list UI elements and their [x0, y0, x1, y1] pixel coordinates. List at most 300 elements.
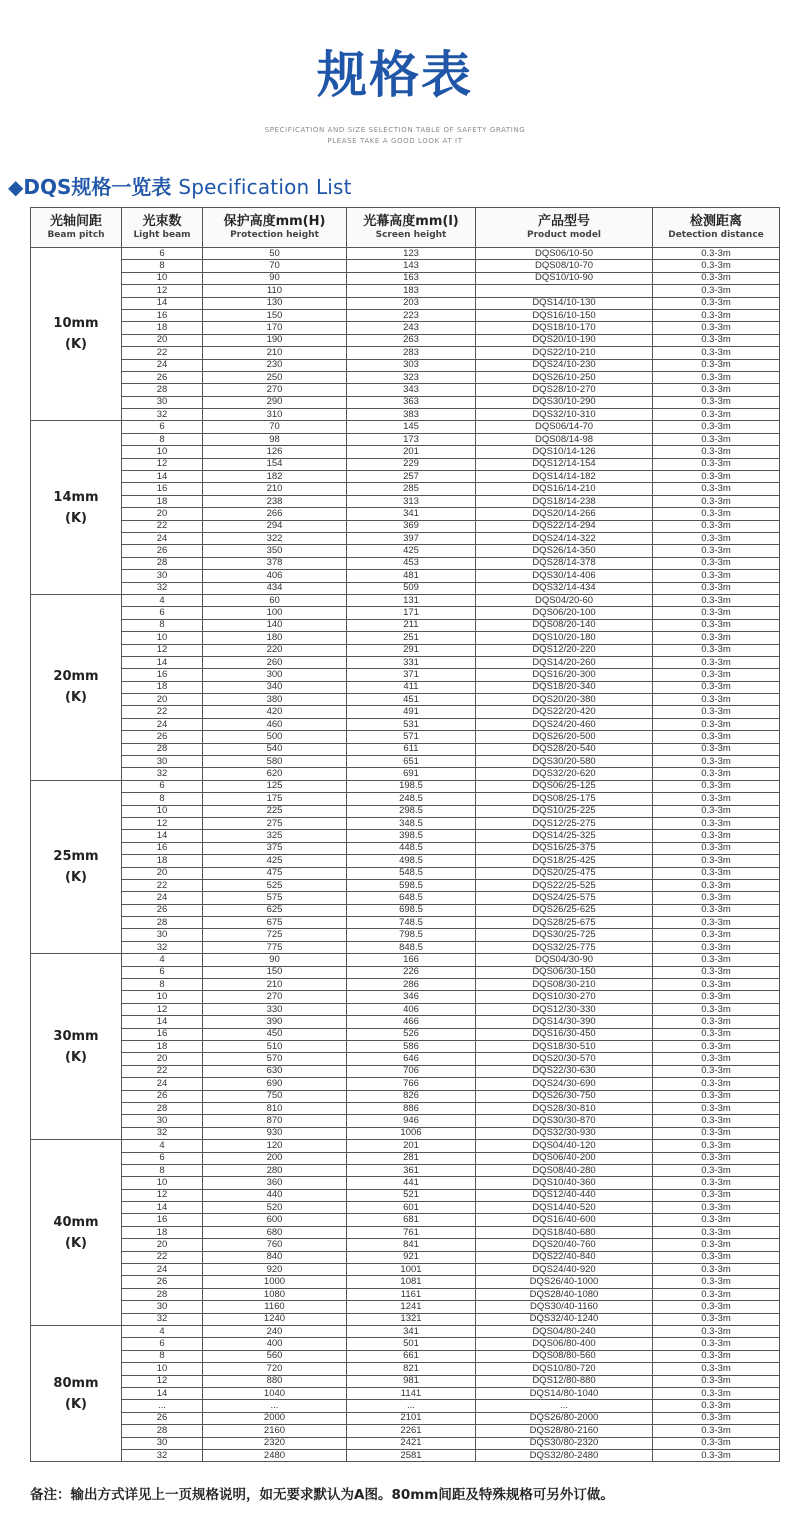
- header-beam-pitch: 光轴间距 Beam pitch: [31, 208, 122, 248]
- product-model-cell: DQS06/20-100: [476, 607, 653, 619]
- light-beam-cell: 8: [122, 619, 203, 631]
- beam-pitch-suffix: (K): [65, 510, 87, 526]
- beam-pitch-cell: [31, 1140, 122, 1326]
- protection-height-cell: 420: [203, 706, 347, 718]
- product-model-cell: DQS08/30-210: [476, 979, 653, 991]
- table-row: [31, 1363, 780, 1375]
- page-subtitle-line2: PLEASE TAKE A GOOD LOOK AT IT: [327, 137, 463, 145]
- screen-height-cell: 346: [347, 991, 476, 1003]
- screen-height-cell: 691: [347, 768, 476, 780]
- table-row: [31, 1202, 780, 1214]
- detection-distance-cell: 0.3-3m: [653, 1177, 780, 1189]
- detection-distance-cell: 0.3-3m: [653, 458, 780, 470]
- protection-height-cell: 154: [203, 458, 347, 470]
- screen-height-cell: 248.5: [347, 793, 476, 805]
- section-title-zh: DQS规格一览表: [23, 175, 172, 199]
- detection-distance-cell: 0.3-3m: [653, 991, 780, 1003]
- detection-distance-cell: 0.3-3m: [653, 1400, 780, 1412]
- table-row: [31, 1065, 780, 1077]
- protection-height-cell: 525: [203, 879, 347, 891]
- protection-height-cell: 270: [203, 384, 347, 396]
- screen-height-cell: 1321: [347, 1313, 476, 1325]
- detection-distance-cell: 0.3-3m: [653, 1127, 780, 1139]
- screen-height-cell: 211: [347, 619, 476, 631]
- product-model-cell: DQS14/20-260: [476, 656, 653, 668]
- detection-distance-cell: 0.3-3m: [653, 421, 780, 433]
- detection-distance-cell: 0.3-3m: [653, 1140, 780, 1152]
- table-row: [31, 446, 780, 458]
- light-beam-cell: 24: [122, 718, 203, 730]
- screen-height-cell: 341: [347, 1325, 476, 1337]
- table-row: [31, 917, 780, 929]
- protection-height-cell: 330: [203, 1003, 347, 1015]
- section-title-en: Specification List: [178, 175, 352, 199]
- detection-distance-cell: 0.3-3m: [653, 768, 780, 780]
- product-model-cell: DQS20/14-266: [476, 508, 653, 520]
- table-row: [31, 805, 780, 817]
- light-beam-cell: 30: [122, 396, 203, 408]
- screen-height-cell: 2261: [347, 1425, 476, 1437]
- detection-distance-cell: 0.3-3m: [653, 1251, 780, 1263]
- product-model-cell: DQS24/20-460: [476, 718, 653, 730]
- detection-distance-cell: 0.3-3m: [653, 793, 780, 805]
- screen-height-cell: 766: [347, 1078, 476, 1090]
- product-model-cell: DQS08/25-175: [476, 793, 653, 805]
- table-row: [31, 1102, 780, 1114]
- table-row: [31, 1003, 780, 1015]
- light-beam-cell: 28: [122, 557, 203, 569]
- protection-height-cell: 520: [203, 1202, 347, 1214]
- table-row: [31, 582, 780, 594]
- protection-height-cell: 140: [203, 619, 347, 631]
- light-beam-cell: 22: [122, 879, 203, 891]
- light-beam-cell: 24: [122, 892, 203, 904]
- table-row: [31, 384, 780, 396]
- screen-height-cell: 498.5: [347, 855, 476, 867]
- detection-distance-cell: 0.3-3m: [653, 1003, 780, 1015]
- detection-distance-cell: 0.3-3m: [653, 557, 780, 569]
- detection-distance-cell: 0.3-3m: [653, 656, 780, 668]
- product-model-cell: DQS26/10-250: [476, 371, 653, 383]
- table-row: [31, 681, 780, 693]
- screen-height-cell: 229: [347, 458, 476, 470]
- light-beam-cell: 6: [122, 248, 203, 260]
- protection-height-cell: 90: [203, 954, 347, 966]
- light-beam-cell: 22: [122, 1251, 203, 1263]
- protection-height-cell: 266: [203, 508, 347, 520]
- product-model-cell: DQS10/14-126: [476, 446, 653, 458]
- detection-distance-cell: 0.3-3m: [653, 1090, 780, 1102]
- beam-pitch-value: 40mm: [53, 1214, 99, 1230]
- light-beam-cell: 30: [122, 570, 203, 582]
- product-model-cell: DQS10/10-90: [476, 272, 653, 284]
- section-heading: [8, 172, 352, 202]
- light-beam-cell: 20: [122, 334, 203, 346]
- screen-height-cell: 257: [347, 471, 476, 483]
- table-row: [31, 1350, 780, 1362]
- product-model-cell: DQS28/30-810: [476, 1102, 653, 1114]
- table-row: [31, 1276, 780, 1288]
- table-row: [31, 421, 780, 433]
- product-model-cell: DQS12/14-154: [476, 458, 653, 470]
- screen-height-cell: 285: [347, 483, 476, 495]
- detection-distance-cell: 0.3-3m: [653, 570, 780, 582]
- product-model-cell: DQS26/40-1000: [476, 1276, 653, 1288]
- product-model-cell: DQS16/20-300: [476, 669, 653, 681]
- product-model-cell: DQS20/40-760: [476, 1239, 653, 1251]
- detection-distance-cell: 0.3-3m: [653, 892, 780, 904]
- product-model-cell: DQS22/14-294: [476, 520, 653, 532]
- protection-height-cell: 434: [203, 582, 347, 594]
- protection-height-cell: 182: [203, 471, 347, 483]
- protection-height-cell: 720: [203, 1363, 347, 1375]
- light-beam-cell: 8: [122, 1164, 203, 1176]
- screen-height-cell: 1161: [347, 1288, 476, 1300]
- detection-distance-cell: 0.3-3m: [653, 1338, 780, 1350]
- screen-height-cell: 748.5: [347, 917, 476, 929]
- detection-distance-cell: 0.3-3m: [653, 508, 780, 520]
- table-row: [31, 656, 780, 668]
- protection-height-cell: 70: [203, 260, 347, 272]
- product-model-cell: DQS14/80-1040: [476, 1387, 653, 1399]
- protection-height-cell: 126: [203, 446, 347, 458]
- detection-distance-cell: 0.3-3m: [653, 1276, 780, 1288]
- product-model-cell: DQS26/25-625: [476, 904, 653, 916]
- light-beam-cell: 4: [122, 1325, 203, 1337]
- screen-height-cell: 501: [347, 1338, 476, 1350]
- light-beam-cell: 32: [122, 1313, 203, 1325]
- light-beam-cell: 12: [122, 458, 203, 470]
- protection-height-cell: 580: [203, 756, 347, 768]
- screen-height-cell: 331: [347, 656, 476, 668]
- protection-height-cell: 170: [203, 322, 347, 334]
- table-row: [31, 334, 780, 346]
- detection-distance-cell: 0.3-3m: [653, 718, 780, 730]
- light-beam-cell: 10: [122, 1363, 203, 1375]
- detection-distance-cell: 0.3-3m: [653, 979, 780, 991]
- detection-distance-cell: 0.3-3m: [653, 446, 780, 458]
- screen-height-cell: 171: [347, 607, 476, 619]
- screen-height-cell: 201: [347, 1140, 476, 1152]
- light-beam-cell: 16: [122, 1028, 203, 1040]
- detection-distance-cell: 0.3-3m: [653, 1375, 780, 1387]
- light-beam-cell: 10: [122, 272, 203, 284]
- product-model-cell: DQS14/40-520: [476, 1202, 653, 1214]
- table-row: [31, 768, 780, 780]
- table-row: [31, 743, 780, 755]
- protection-height-cell: 2480: [203, 1449, 347, 1461]
- detection-distance-cell: 0.3-3m: [653, 855, 780, 867]
- protection-height-cell: 570: [203, 1053, 347, 1065]
- table-row: [31, 1325, 780, 1337]
- light-beam-cell: 28: [122, 917, 203, 929]
- detection-distance-cell: 0.3-3m: [653, 879, 780, 891]
- product-model-cell: DQS10/25-225: [476, 805, 653, 817]
- light-beam-cell: 28: [122, 1425, 203, 1437]
- product-model-cell: DQS16/14-210: [476, 483, 653, 495]
- product-model-cell: DQS16/40-600: [476, 1214, 653, 1226]
- product-model-cell: DQS04/20-60: [476, 594, 653, 606]
- light-beam-cell: 14: [122, 471, 203, 483]
- screen-height-cell: 981: [347, 1375, 476, 1387]
- beam-pitch-value: 25mm: [53, 849, 99, 865]
- screen-height-cell: 1006: [347, 1127, 476, 1139]
- screen-height-cell: 661: [347, 1350, 476, 1362]
- table-row: [31, 718, 780, 730]
- product-model-cell: [476, 285, 653, 297]
- detection-distance-cell: 0.3-3m: [653, 1016, 780, 1028]
- screen-height-cell: 123: [347, 248, 476, 260]
- protection-height-cell: 260: [203, 656, 347, 668]
- product-model-cell: DQS26/14-350: [476, 545, 653, 557]
- beam-pitch-suffix: (K): [65, 1235, 87, 1251]
- table-row: [31, 458, 780, 470]
- light-beam-cell: 12: [122, 817, 203, 829]
- product-model-cell: DQS10/30-270: [476, 991, 653, 1003]
- detection-distance-cell: 0.3-3m: [653, 756, 780, 768]
- protection-height-cell: 675: [203, 917, 347, 929]
- screen-height-cell: 343: [347, 384, 476, 396]
- product-model-cell: DQS14/14-182: [476, 471, 653, 483]
- light-beam-cell: 12: [122, 1003, 203, 1015]
- protection-height-cell: 375: [203, 842, 347, 854]
- product-model-cell: DQS06/40-200: [476, 1152, 653, 1164]
- detection-distance-cell: 0.3-3m: [653, 1028, 780, 1040]
- screen-height-cell: 598.5: [347, 879, 476, 891]
- protection-height-cell: 500: [203, 731, 347, 743]
- product-model-cell: DQS24/40-920: [476, 1264, 653, 1276]
- protection-height-cell: 750: [203, 1090, 347, 1102]
- page-subtitle-line1: SPECIFICATION AND SIZE SELECTION TABLE OF SAFETY GRATING: [264, 126, 526, 134]
- detection-distance-cell: 0.3-3m: [653, 1301, 780, 1313]
- product-model-cell: DQS20/10-190: [476, 334, 653, 346]
- beam-pitch-value: 10mm: [53, 316, 99, 332]
- screen-height-cell: 451: [347, 694, 476, 706]
- table-row: [31, 1425, 780, 1437]
- light-beam-cell: 12: [122, 1189, 203, 1201]
- screen-height-cell: 361: [347, 1164, 476, 1176]
- protection-height-cell: 70: [203, 421, 347, 433]
- product-model-cell: DQS20/30-570: [476, 1053, 653, 1065]
- table-row: [31, 991, 780, 1003]
- product-model-cell: DQS16/30-450: [476, 1028, 653, 1040]
- table-row: [31, 607, 780, 619]
- table-row: [31, 842, 780, 854]
- beam-pitch-cell: [31, 248, 122, 421]
- product-model-cell: DQS18/30-510: [476, 1041, 653, 1053]
- light-beam-cell: 16: [122, 1214, 203, 1226]
- table-row: [31, 520, 780, 532]
- protection-height-cell: 125: [203, 780, 347, 792]
- screen-height-cell: 298.5: [347, 805, 476, 817]
- light-beam-cell: 32: [122, 768, 203, 780]
- protection-height-cell: 250: [203, 371, 347, 383]
- detection-distance-cell: 0.3-3m: [653, 681, 780, 693]
- table-row: [31, 1164, 780, 1176]
- table-row: [31, 309, 780, 321]
- protection-height-cell: 920: [203, 1264, 347, 1276]
- screen-height-cell: 406: [347, 1003, 476, 1015]
- light-beam-cell: 6: [122, 1338, 203, 1350]
- product-model-cell: DQS04/30-90: [476, 954, 653, 966]
- detection-distance-cell: 0.3-3m: [653, 1189, 780, 1201]
- screen-height-cell: 163: [347, 272, 476, 284]
- light-beam-cell: 10: [122, 1177, 203, 1189]
- beam-pitch-value: 30mm: [53, 1028, 99, 1044]
- light-beam-cell: 8: [122, 260, 203, 272]
- table-row: [31, 1400, 780, 1412]
- detection-distance-cell: 0.3-3m: [653, 607, 780, 619]
- detection-distance-cell: 0.3-3m: [653, 582, 780, 594]
- protection-height-cell: 680: [203, 1226, 347, 1238]
- protection-height-cell: 210: [203, 979, 347, 991]
- screen-height-cell: 398.5: [347, 830, 476, 842]
- screen-height-cell: 2581: [347, 1449, 476, 1461]
- detection-distance-cell: 0.3-3m: [653, 917, 780, 929]
- protection-height-cell: 2160: [203, 1425, 347, 1437]
- protection-height-cell: 240: [203, 1325, 347, 1337]
- beam-pitch-suffix: (K): [65, 1049, 87, 1065]
- detection-distance-cell: 0.3-3m: [653, 285, 780, 297]
- screen-height-cell: 1241: [347, 1301, 476, 1313]
- screen-height-cell: 173: [347, 433, 476, 445]
- product-model-cell: DQS30/14-406: [476, 570, 653, 582]
- beam-pitch-suffix: (K): [65, 690, 87, 706]
- product-model-cell: DQS24/30-690: [476, 1078, 653, 1090]
- protection-height-cell: 460: [203, 718, 347, 730]
- table-row: [31, 1028, 780, 1040]
- table-row: [31, 1301, 780, 1313]
- detection-distance-cell: 0.3-3m: [653, 309, 780, 321]
- screen-height-cell: 243: [347, 322, 476, 334]
- light-beam-cell: 26: [122, 1090, 203, 1102]
- detection-distance-cell: 0.3-3m: [653, 1226, 780, 1238]
- screen-height-cell: 848.5: [347, 941, 476, 953]
- light-beam-cell: 18: [122, 855, 203, 867]
- screen-height-cell: 397: [347, 532, 476, 544]
- product-model-cell: DQS14/10-130: [476, 297, 653, 309]
- protection-height-cell: 150: [203, 309, 347, 321]
- table-row: [31, 1437, 780, 1449]
- product-model-cell: DQS32/14-434: [476, 582, 653, 594]
- screen-height-cell: 2421: [347, 1437, 476, 1449]
- protection-height-cell: 220: [203, 644, 347, 656]
- table-row: [31, 1387, 780, 1399]
- product-model-cell: DQS08/80-560: [476, 1350, 653, 1362]
- table-row: [31, 1288, 780, 1300]
- detection-distance-cell: 0.3-3m: [653, 483, 780, 495]
- table-row: [31, 979, 780, 991]
- beam-pitch-cell: [31, 594, 122, 780]
- light-beam-cell: 4: [122, 1140, 203, 1152]
- table-row: [31, 669, 780, 681]
- table-row: [31, 644, 780, 656]
- product-model-cell: DQS30/20-580: [476, 756, 653, 768]
- detection-distance-cell: 0.3-3m: [653, 1264, 780, 1276]
- light-beam-cell: 22: [122, 347, 203, 359]
- light-beam-cell: 32: [122, 582, 203, 594]
- light-beam-cell: 32: [122, 1127, 203, 1139]
- product-model-cell: DQS28/80-2160: [476, 1425, 653, 1437]
- beam-pitch-cell: [31, 1325, 122, 1461]
- light-beam-cell: 28: [122, 743, 203, 755]
- detection-distance-cell: 0.3-3m: [653, 1102, 780, 1114]
- light-beam-cell: 26: [122, 1276, 203, 1288]
- protection-height-cell: 440: [203, 1189, 347, 1201]
- product-model-cell: DQS16/25-375: [476, 842, 653, 854]
- table-row: [31, 570, 780, 582]
- detection-distance-cell: 0.3-3m: [653, 830, 780, 842]
- table-row: [31, 706, 780, 718]
- protection-height-cell: 200: [203, 1152, 347, 1164]
- detection-distance-cell: 0.3-3m: [653, 842, 780, 854]
- table-row: [31, 619, 780, 631]
- product-model-cell: DQS18/25-425: [476, 855, 653, 867]
- light-beam-cell: 12: [122, 1375, 203, 1387]
- protection-height-cell: 450: [203, 1028, 347, 1040]
- table-row: [31, 817, 780, 829]
- table-row: [31, 322, 780, 334]
- light-beam-cell: 14: [122, 1387, 203, 1399]
- light-beam-cell: 28: [122, 1288, 203, 1300]
- beam-pitch-suffix: (K): [65, 337, 87, 353]
- light-beam-cell: 18: [122, 1226, 203, 1238]
- product-model-cell: DQS14/25-325: [476, 830, 653, 842]
- product-model-cell: DQS06/14-70: [476, 421, 653, 433]
- protection-height-cell: 725: [203, 929, 347, 941]
- product-model-cell: DQS08/20-140: [476, 619, 653, 631]
- table-row: [31, 285, 780, 297]
- detection-distance-cell: 0.3-3m: [653, 619, 780, 631]
- light-beam-cell: 24: [122, 1264, 203, 1276]
- light-beam-cell: 20: [122, 1239, 203, 1251]
- detection-distance-cell: 0.3-3m: [653, 867, 780, 879]
- screen-height-cell: 425: [347, 545, 476, 557]
- detection-distance-cell: 0.3-3m: [653, 669, 780, 681]
- screen-height-cell: 286: [347, 979, 476, 991]
- header-detection-distance: 检测距离 Detection distance: [653, 208, 780, 248]
- table-row: [31, 1226, 780, 1238]
- protection-height-cell: 510: [203, 1041, 347, 1053]
- detection-distance-cell: 0.3-3m: [653, 817, 780, 829]
- screen-height-cell: 521: [347, 1189, 476, 1201]
- light-beam-cell: 26: [122, 904, 203, 916]
- screen-height-cell: 841: [347, 1239, 476, 1251]
- light-beam-cell: 22: [122, 1065, 203, 1077]
- light-beam-cell: 20: [122, 1053, 203, 1065]
- protection-height-cell: 60: [203, 594, 347, 606]
- screen-height-cell: 303: [347, 359, 476, 371]
- light-beam-cell: 6: [122, 780, 203, 792]
- product-model-cell: DQS22/30-630: [476, 1065, 653, 1077]
- product-model-cell: DQS16/10-150: [476, 309, 653, 321]
- screen-height-cell: 348.5: [347, 817, 476, 829]
- protection-height-cell: 575: [203, 892, 347, 904]
- table-row: [31, 433, 780, 445]
- table-row: [31, 1449, 780, 1461]
- table-row: [31, 855, 780, 867]
- product-model-cell: DQS04/80-240: [476, 1325, 653, 1337]
- product-model-cell: ...: [476, 1400, 653, 1412]
- product-model-cell: DQS18/10-170: [476, 322, 653, 334]
- protection-height-cell: 100: [203, 607, 347, 619]
- screen-height-cell: 706: [347, 1065, 476, 1077]
- screen-height-cell: 548.5: [347, 867, 476, 879]
- detection-distance-cell: 0.3-3m: [653, 545, 780, 557]
- screen-height-cell: 826: [347, 1090, 476, 1102]
- beam-pitch-cell: [31, 954, 122, 1140]
- protection-height-cell: 690: [203, 1078, 347, 1090]
